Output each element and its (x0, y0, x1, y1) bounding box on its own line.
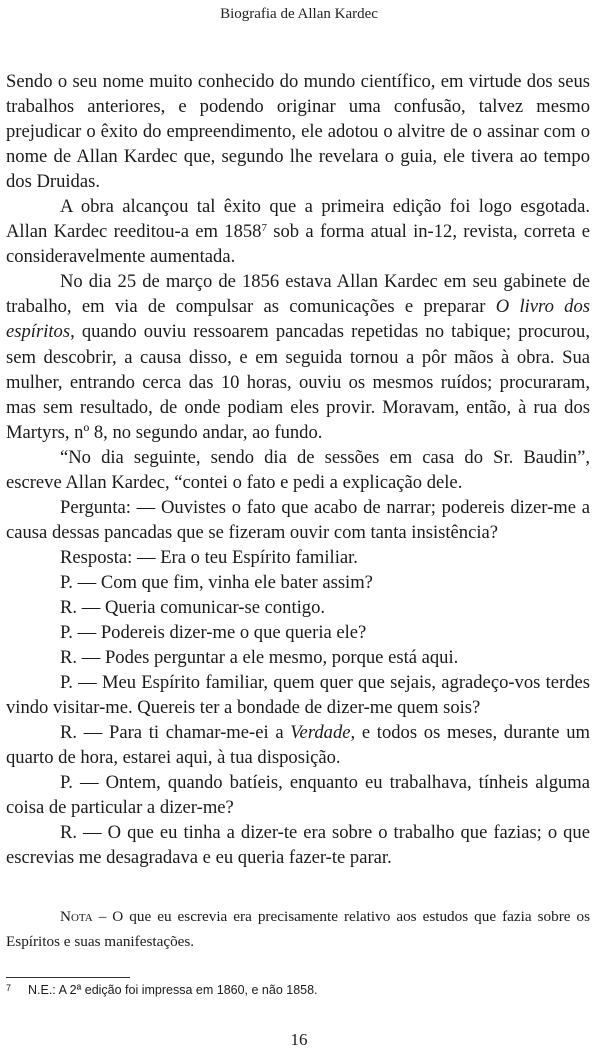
dialogue-question-2: P. — Com que fim, vinha ele bater assim? (60, 571, 373, 593)
dialogue-answer-4-part-a: R. — Para ti chamar-me-ei a (60, 722, 291, 744)
paragraph-4: “No dia seguinte, sendo dia de sessões em casa do Sr. Baudin”, escreve Allan Kardec, “contei o fato e pedi a explicação dele. (6, 446, 590, 493)
paragraph-3-part-b: , quando ouviu ressoarem pancadas repetidas no tabique; procurou, sem descobrir, a causa disso, e em seguida tornou a pôr mãos à obra. Sua mulher, entrando cerca das 10 horas, ouviu os mesmos ruídos; procuraram, mas sem resultado, de onde podiam eles provir. Moravam, então, à rua dos Martyrs, nº 8, no segundo andar, ao fundo. (6, 321, 590, 443)
note-label: Nota (60, 908, 93, 925)
footnote-number: 7 (6, 983, 12, 993)
note-block (6, 904, 590, 954)
paragraph-3 (6, 269, 590, 444)
footnote-text: N.E.: A 2ª edição foi impressa em 1860, e não 1858. (28, 983, 318, 997)
dialogue-answer-2: R. — Queria comunicar-se contigo. (60, 596, 326, 618)
dialogue-question-3: P. — Podereis dizer-me o que queria ele? (60, 622, 367, 644)
dialogue-answer-3: R. — Podes perguntar a ele mesmo, porque está aqui. (60, 647, 459, 669)
footnote-rule (6, 977, 130, 978)
paragraph-2 (6, 194, 590, 269)
verdade-italic: Verdade (290, 722, 351, 744)
dialogue-answer-5: R. — O que eu tinha a dizer-te era sobre o trabalho que fazias; o que escrevias me desagradava e eu queria fazer-te parar. (6, 822, 590, 869)
dialogue-answer-4 (6, 720, 590, 770)
book-title-italic: O livro dos espíritos (6, 296, 591, 343)
paragraph-2-part-b: sob a forma atual in-12, revista, correta e consideravelmente aumentada. (6, 221, 590, 268)
note-text: – O que eu escrevia era precisamente relativo aos estudos que fazia sobre os Espíritos e suas manifestações. (6, 908, 590, 950)
footnote-reference: 7 (261, 222, 267, 235)
dialogue-answer-1: Resposta: — Era o teu Espírito familiar. (60, 546, 358, 568)
dialogue-question-4: P. — Meu Espírito familiar, quem quer que sejais, agradeço-vos terdes vindo visitar-me. Quereis ter a bondade de dizer-me quem sois? (6, 672, 590, 719)
body-text (6, 69, 590, 871)
page-number: 16 (290, 1030, 308, 1049)
footnote (6, 983, 590, 997)
dialogue-answer-4-part-b: , e todos os meses, durante um quarto de hora, estarei aqui, à tua disposição. (6, 722, 590, 769)
dialogue-question-5: P. — Ontem, quando batíeis, enquanto eu trabalhava, tínheis alguma coisa de particular a dizer-me? (6, 772, 590, 819)
running-head: Biografia de Allan Kardec (220, 6, 378, 22)
dialogue-question-1: Pergunta: — Ouvistes o fato que acabo de narrar; podereis dizer-me a causa dessas pancadas que se fizeram ouvir com tanta insistência? (6, 496, 590, 543)
paragraph-3-part-a: No dia 25 de março de 1856 estava Allan Kardec em seu gabinete de trabalho, em via de compulsar as comunicações e preparar (6, 271, 590, 318)
paragraph-1: Sendo o seu nome muito conhecido do mundo científico, em virtude dos seus trabalhos anteriores, e podendo originar uma confusão, talvez mesmo prejudicar o êxito do empreendimento, ele adotou o alvitre de o assinar com o nome de Allan Kardec que, segundo lhe revelara o guia, ele tivera ao tempo dos Druidas. (6, 71, 590, 193)
paragraph-2-part-a: A obra alcançou tal êxito que a primeira edição foi logo esgotada. Allan Kardec reeditou-a em 1858 (6, 196, 590, 243)
